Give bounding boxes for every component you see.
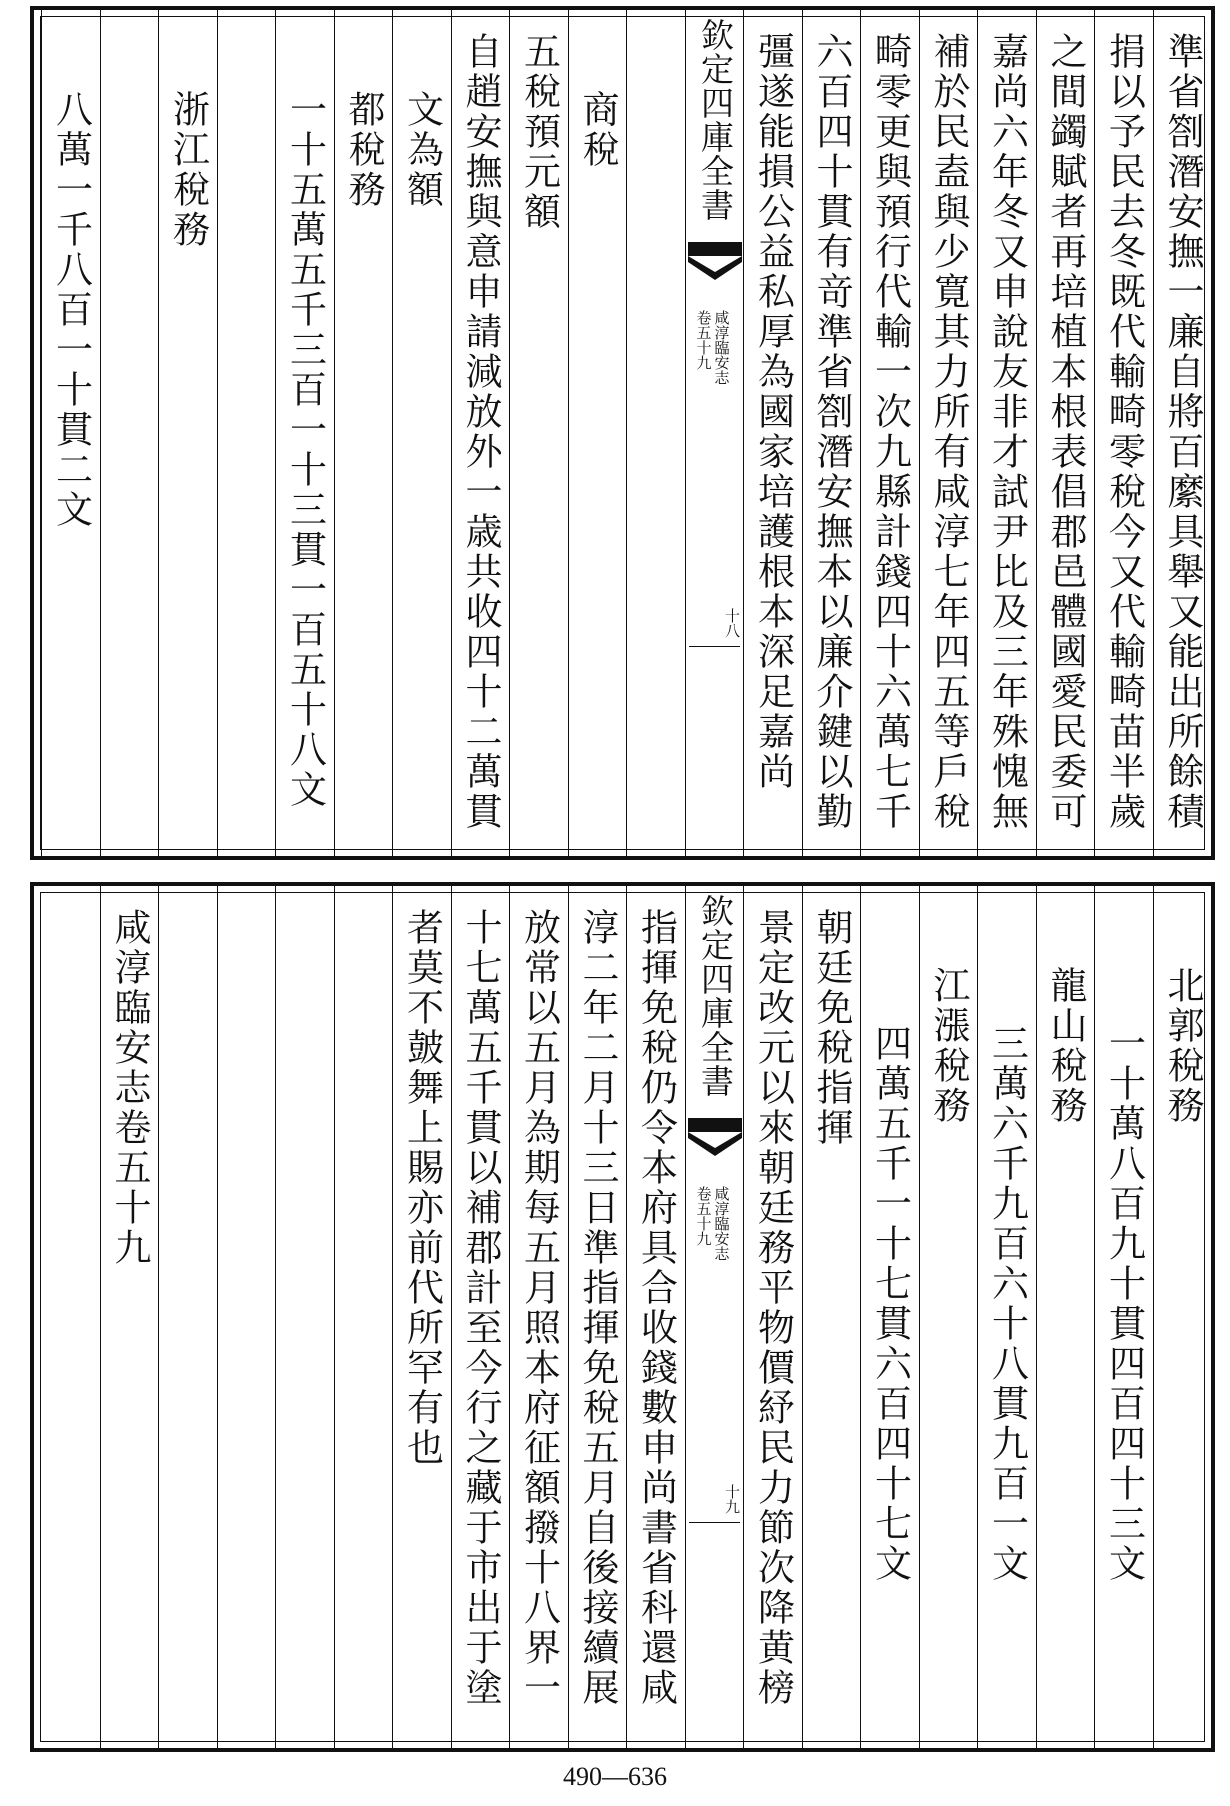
column-text: 彊遂能損公益私厚為國家培護根本深足嘉尚	[751, 32, 795, 792]
text-column	[451, 886, 510, 1748]
text-column	[919, 886, 978, 1748]
column-text: 咸淳臨安志卷五十九	[108, 908, 151, 1268]
column-text: 江漲稅務	[927, 966, 970, 1126]
column-text: 浙江稅務	[166, 90, 210, 250]
column-text: 捐以予民去冬既代輸畸零稅今又代輸畸苗半歲	[1102, 32, 1146, 832]
center-spine	[685, 886, 744, 1748]
column-text: 準省劄潛安撫一廉自將百縻具舉又能出所餘積	[1161, 32, 1204, 832]
folio-rule	[689, 1522, 741, 1523]
column-text: 三萬六千九百六十八貫九百一文	[985, 1024, 1029, 1584]
column-text: 文為額	[400, 90, 444, 210]
spine-title: 欽定四庫全書	[696, 894, 735, 1098]
text-column	[275, 10, 334, 856]
text-column	[1153, 886, 1212, 1748]
text-column	[568, 10, 627, 856]
text-column	[509, 10, 568, 856]
page-top	[30, 6, 1215, 860]
text-column	[568, 886, 627, 1748]
page-number-footer: 490—636	[563, 1762, 667, 1791]
column-text: 自趙安撫與意申請減放外一歳共收四十二萬貫	[459, 32, 502, 832]
folio-number: 十九	[723, 1484, 741, 1514]
fishtail-mark	[688, 242, 742, 288]
spine-volume: 卷五十九	[694, 1186, 713, 1246]
column-text: 四萬五千一十七貫六百四十七文	[868, 1024, 912, 1584]
column-text: 朝廷免稅指揮	[810, 908, 853, 1148]
text-column	[0, 10, 41, 856]
text-column	[275, 886, 334, 1748]
column-text: 商稅	[576, 90, 619, 170]
text-column	[217, 10, 276, 856]
text-columns-top	[34, 10, 1211, 856]
text-column	[41, 10, 100, 856]
text-column	[743, 886, 802, 1748]
text-column	[1153, 10, 1212, 856]
column-text: 北郭稅務	[1161, 966, 1204, 1126]
text-column	[919, 10, 978, 856]
text-column	[626, 886, 685, 1748]
text-column	[158, 10, 217, 856]
column-text: 畸零更與預行代輸一次九縣計錢四十六萬七千	[868, 32, 912, 832]
spine-book-title: 咸淳臨安志	[712, 310, 731, 385]
text-column	[100, 10, 159, 856]
column-text: 者莫不皷舞上賜亦前代所罕有也	[400, 908, 444, 1468]
text-column	[977, 886, 1036, 1748]
column-text: 指揮免稅仍令本府具合收錢數申尚書省科還咸	[634, 908, 678, 1708]
folio-number: 十八	[723, 608, 741, 638]
text-column	[41, 886, 100, 1748]
column-text: 嘉尚六年冬又申說友非才試尹比及三年殊愧無	[985, 32, 1029, 832]
text-column	[100, 886, 159, 1748]
text-column	[802, 886, 861, 1748]
fishtail-mark	[688, 1118, 742, 1164]
text-column	[1036, 10, 1095, 856]
text-column	[451, 10, 510, 856]
text-column	[334, 886, 393, 1748]
text-column	[392, 10, 451, 856]
text-column	[509, 886, 568, 1748]
column-text: 八萬一千八百一十貫二文	[49, 90, 93, 530]
center-spine	[685, 10, 744, 856]
text-column	[392, 886, 451, 1748]
column-text: 六百四十貫有竒準省劄潛安撫本以廉介鍵以勤	[810, 32, 853, 832]
text-column	[334, 10, 393, 856]
column-text: 一十萬八百九十貫四百四十三文	[1102, 1024, 1146, 1584]
text-column	[1094, 886, 1153, 1748]
spine-volume: 卷五十九	[694, 310, 713, 370]
column-text: 放常以五月為期每五月照本府征額撥十八界一	[517, 908, 561, 1708]
column-text: 淳二年二月十三日準指揮免稅五月自後接續展	[576, 908, 619, 1708]
text-column	[860, 886, 919, 1748]
column-text: 一十五萬五千三百一十三貫一百五十八文	[283, 90, 327, 810]
column-text: 補於民盍與少寛其力所有咸淳七年四五等戶稅	[927, 32, 970, 832]
column-text: 五稅預元額	[517, 32, 561, 232]
column-text: 都稅務	[342, 90, 385, 210]
column-text: 之間蠲賦者再培植本根表倡郡邑體國愛民委可	[1044, 32, 1087, 832]
column-text: 龍山稅務	[1044, 966, 1087, 1126]
page-bottom	[30, 882, 1215, 1752]
text-column	[802, 10, 861, 856]
text-column	[1036, 886, 1095, 1748]
column-text: 十七萬五千貫以補郡計至今行之藏于市出于塗	[459, 908, 502, 1708]
text-column	[217, 886, 276, 1748]
text-columns-bottom	[34, 886, 1211, 1748]
text-column	[860, 10, 919, 856]
text-column	[626, 10, 685, 856]
text-column	[743, 10, 802, 856]
folio-rule	[689, 646, 741, 647]
spine-title: 欽定四庫全書	[696, 18, 735, 222]
text-column	[158, 886, 217, 1748]
text-column	[1094, 10, 1153, 856]
text-column	[977, 10, 1036, 856]
column-text: 景定改元以來朝廷務平物價紓民力節次降黄榜	[751, 908, 795, 1708]
spine-book-title: 咸淳臨安志	[712, 1186, 731, 1261]
